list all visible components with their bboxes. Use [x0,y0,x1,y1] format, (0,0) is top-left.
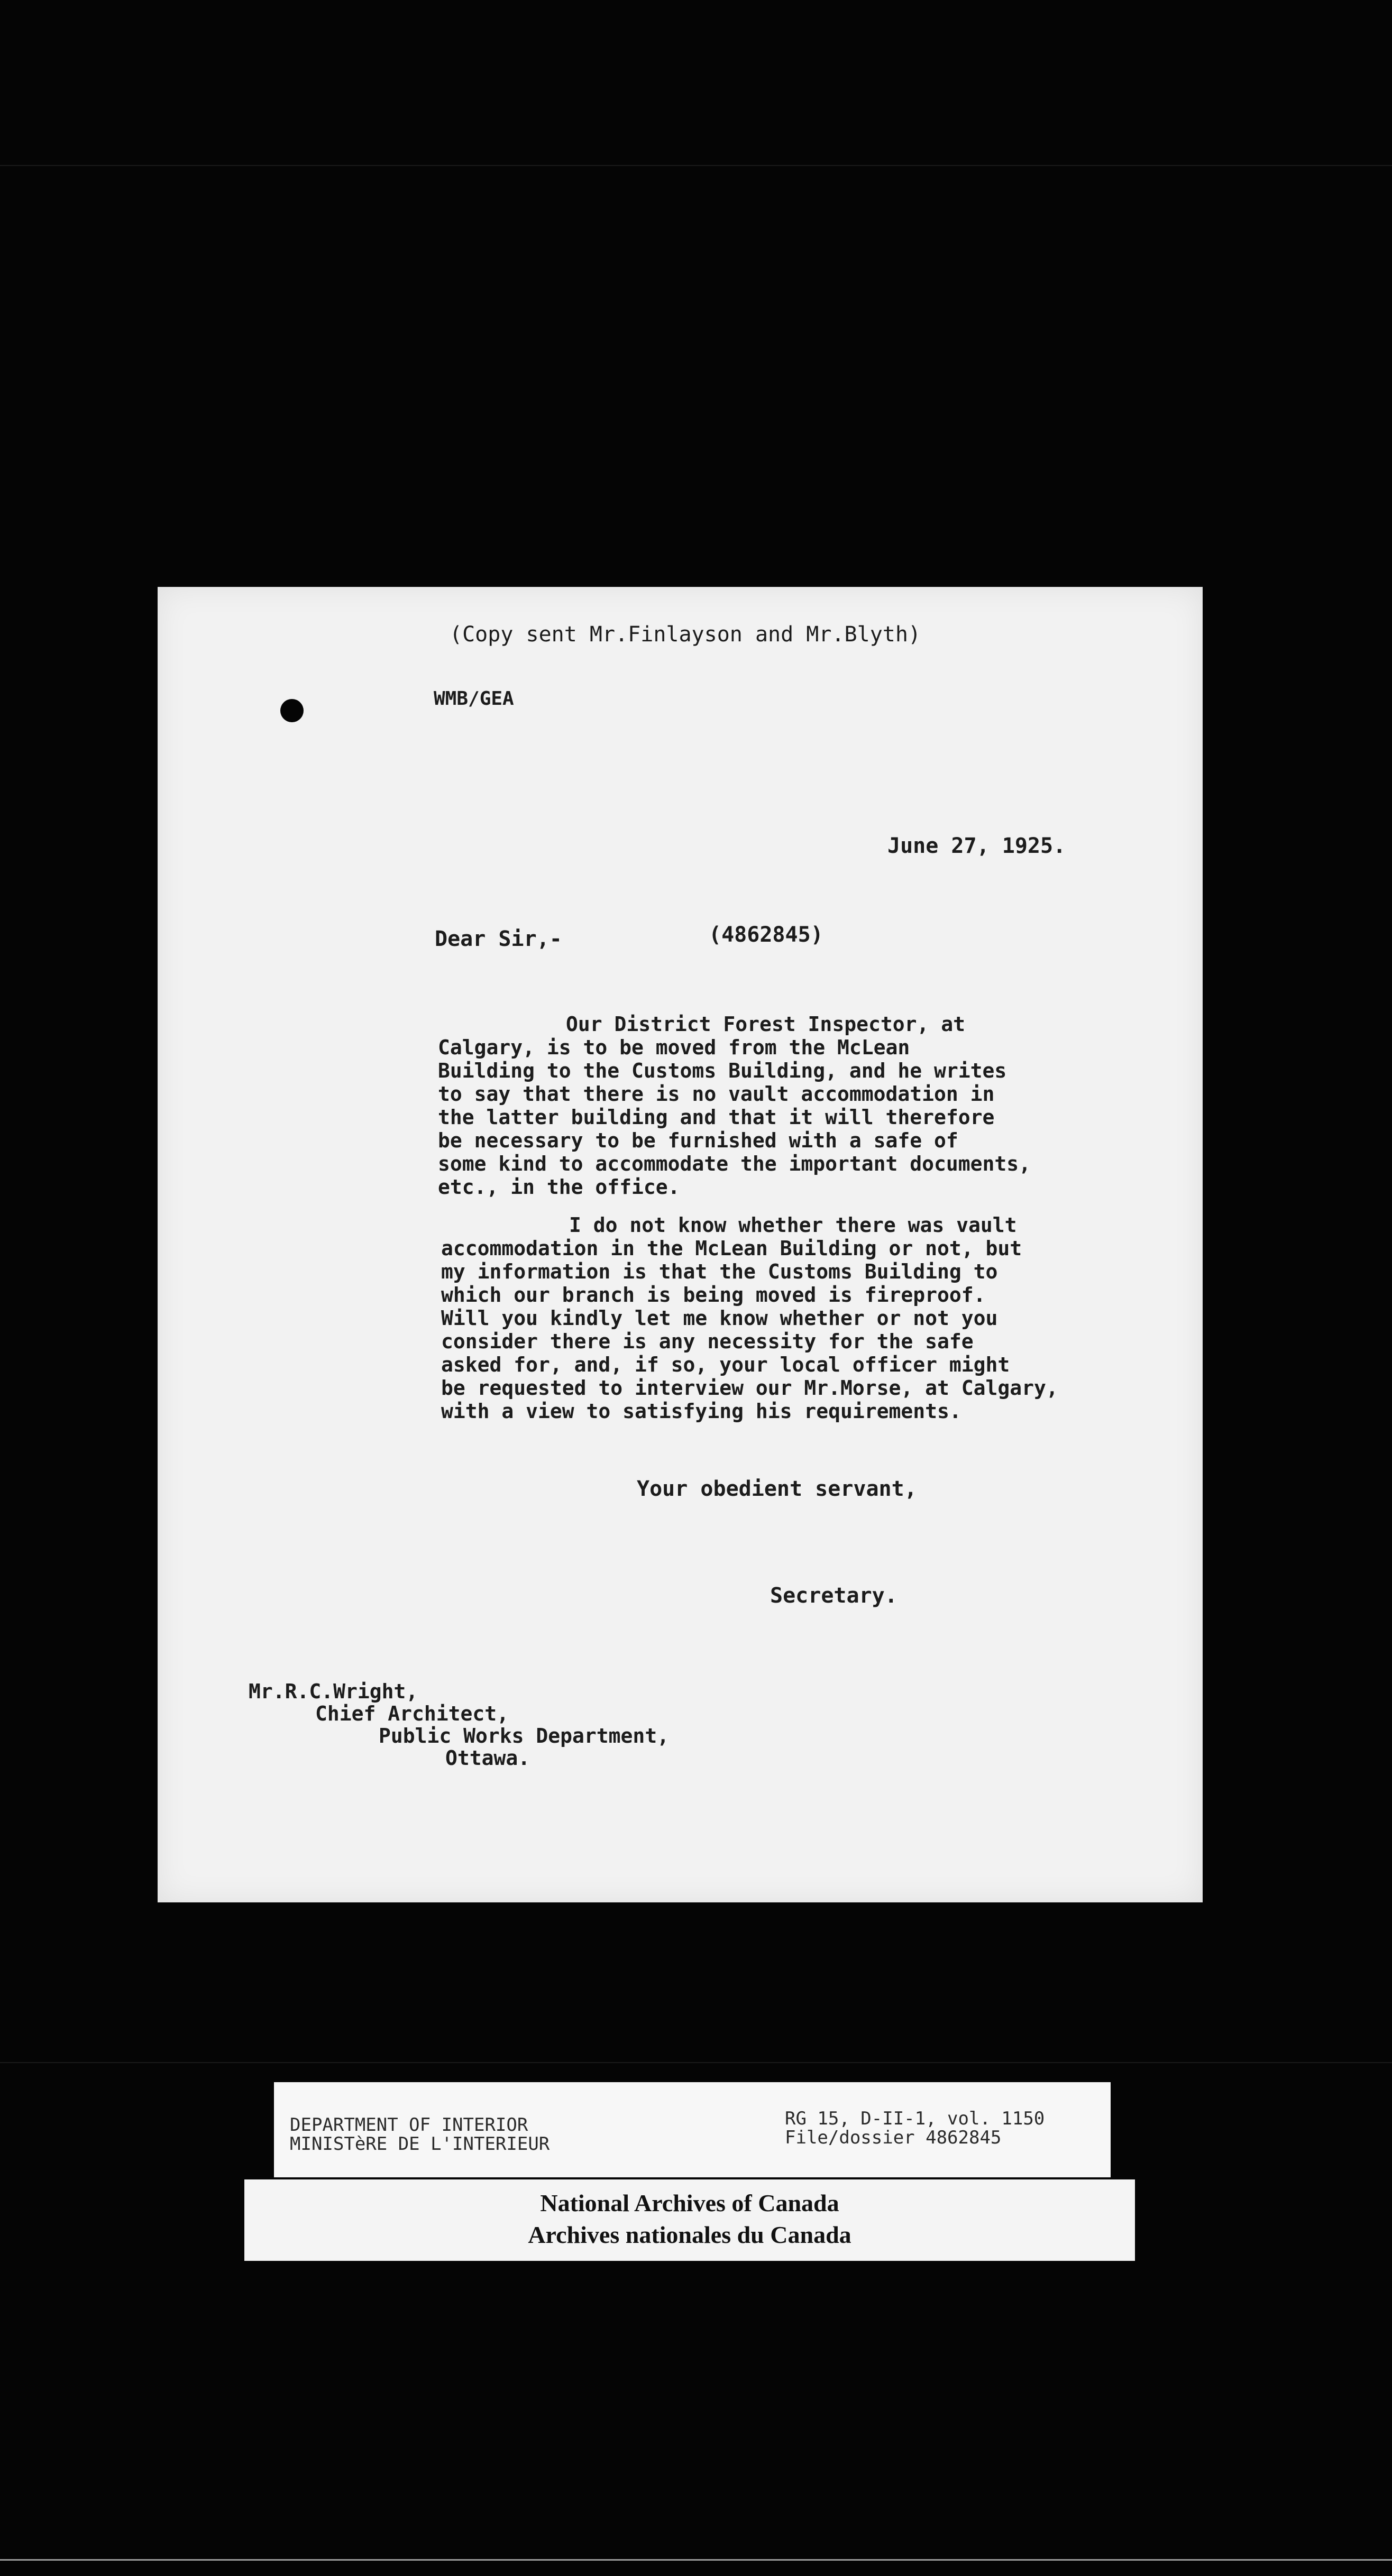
addressee-line: Mr.R.C.Wright, [249,1680,418,1703]
paragraph-line: the latter building and that it will therefore [438,1106,995,1129]
department-label [274,2082,1111,2177]
paragraph-line: consider there is any necessity for the safe [441,1330,974,1353]
paragraph-line: be necessary to be furnished with a safe of [438,1129,958,1152]
closing: Your obedient servant, [637,1477,917,1501]
paragraph-line: Our District Forest Inspector, at [566,1013,965,1036]
paragraph-line: with a view to satisfying his requirements. [441,1400,961,1423]
department-fr: MINISTèRE DE L'INTERIEUR [290,2133,550,2155]
paragraph-line: etc., in the office. [438,1175,680,1199]
letter-date: June 27, 1925. [887,834,1066,858]
punch-hole [280,699,304,722]
paragraph-line: some kind to accommodate the important documents, [438,1152,1031,1175]
department-en: DEPARTMENT OF INTERIOR [290,2114,528,2136]
paragraph-line: be requested to interview our Mr.Morse, at Calgary, [441,1376,1058,1400]
signature-title: Secretary. [770,1584,898,1608]
film-edge [0,2559,1392,2561]
paragraph-line: my information is that the Customs Building to [441,1260,998,1283]
archives-name-fr: Archives nationales du Canada [528,2221,851,2248]
paragraph-line: Will you kindly let me know whether or not you [441,1307,998,1330]
paragraph-line: asked for, and, if so, your local officer might [441,1353,1010,1376]
paragraph-line: I do not know whether there was vault [569,1213,1017,1237]
paragraph-line: accommodation in the McLean Building or not, but [441,1237,1022,1260]
addressee-line: Public Works Department, [379,1724,670,1747]
file-dossier: File/dossier 4862845 [785,2127,1002,2148]
copy-note: (Copy sent Mr.Finlayson and Mr.Blyth) [450,622,921,647]
archives-banner [244,2179,1135,2261]
paragraph-line: to say that there is no vault accommodation in [438,1082,995,1106]
paragraph-line: which our branch is being moved is fireproof. [441,1283,986,1307]
microfilm-streak [0,165,1392,166]
file-number: (4862845) [709,923,823,947]
addressee-line: Ottawa. [445,1746,530,1770]
paragraph-line: Calgary, is to be moved from the McLean [438,1036,910,1059]
reference-initials: WMB/GEA [434,688,514,710]
addressee-line: Chief Architect, [315,1702,509,1725]
microfilm-streak [0,2062,1392,2063]
salutation: Dear Sir,- [435,927,562,951]
archives-name-en: National Archives of Canada [540,2189,839,2216]
paragraph-line: Building to the Customs Building, and he writes [438,1059,1007,1082]
record-group: RG 15, D-II-1, vol. 1150 [785,2108,1045,2129]
